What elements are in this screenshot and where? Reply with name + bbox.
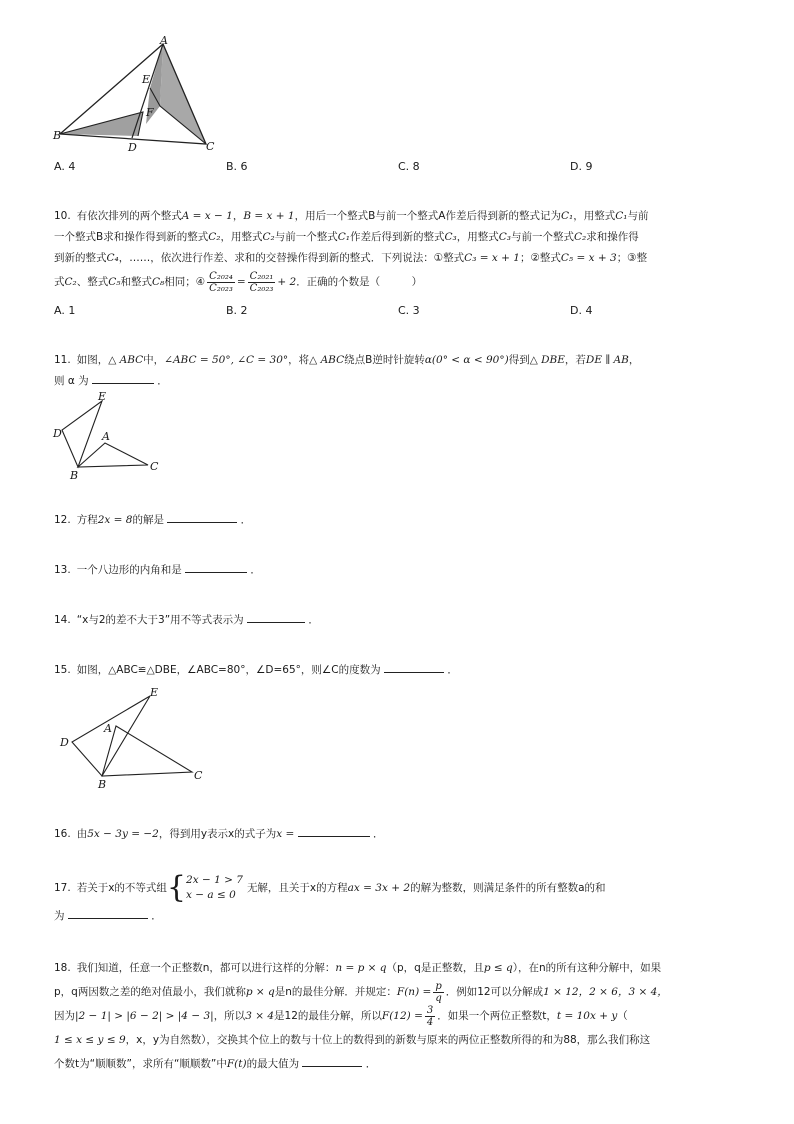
q11-text: 得到 [508,354,530,366]
q18-text: 的最大值为 [246,1058,300,1070]
question-12 [54,510,744,531]
q18-math: n = p × q [335,962,387,974]
q14-text: “x与2的差不大于3”用不等式表示为 [76,614,244,626]
q11-label-d: D [53,427,62,440]
q13-number: 13. [54,564,71,576]
q15-label-b: B [98,778,107,790]
q18-math: p ≤ q [483,962,513,974]
q18-line-3 [54,1004,744,1028]
q9-label-c: C [206,140,215,153]
q10-math: C₃ = x + 1 [464,252,520,264]
q11-line-1 [54,350,744,371]
q18-frac-q: q [435,992,442,1004]
q18-line-2 [54,980,744,1004]
q14-number: 14. [54,614,71,626]
q18-math: t = 10x + y [556,1010,618,1022]
q18-math: p × q [245,986,275,998]
q10-line-2 [54,227,744,248]
q18-fraction-pq [433,981,443,1004]
q18-text: 是12的最佳分解，所以 [274,1010,382,1022]
q17-text: 若关于x的不等式组 [76,882,167,894]
q18-math: 3 × 4 [245,1010,275,1022]
q18-text: ．如果一个两位正整数t， [437,1010,557,1022]
q16-math: 5x − 3y = −2 [87,828,159,840]
q10-line-1 [54,206,744,227]
q10-math: C₁ [337,231,350,243]
q10-text: 作差后得到新的整式 [349,231,445,243]
q15-end: ． [447,664,458,676]
q13-end: ． [250,564,261,576]
q11-label-e: E [98,392,107,403]
q15-triangle-abc [102,726,192,776]
q17-line-2 [54,906,744,927]
q10-math: C₂ [208,231,221,243]
q10-math: C₂ [573,231,587,243]
q18-line-1 [54,956,744,980]
q18-frac-p: p [435,980,442,992]
q13-text: 一个八边形的内角和是 [76,564,182,576]
q17-text: 为 [54,910,65,922]
q10-math: A = x − 1 [181,210,233,222]
q18-text: 我们知道，任意一个正整数n，都可以进行这样的分解： [76,962,336,974]
q11-label-c: C [150,460,159,473]
q9-figure [50,36,230,156]
q18-math: 1 ≤ x ≤ y ≤ 9 [54,1034,126,1046]
q10-math: C₅ [108,276,121,288]
q16-math: x = [276,828,295,840]
q18-math: F(12) = [381,1010,423,1022]
q10-number: 10. [54,210,71,222]
q17-system-row-2: x − a ≤ 0 [186,889,236,901]
q9-label-e: E [142,73,151,86]
q10-frac2-bottom: C₂₀₂₃ [249,282,274,294]
q11-text: 如图， [76,354,109,366]
q18-math: |2 − 1| > |6 − 2| > |4 − 3| [75,1010,214,1022]
q10-text: 相同；④ [164,276,206,288]
q16-text: 由 [76,828,88,840]
q10-option-a: A. 1 [54,304,76,317]
q15-number: 15. [54,664,71,676]
q11-text: ，若 [564,354,586,366]
q18-end: ． [365,1058,377,1070]
question-13 [54,560,744,581]
q11-math: DE ∥ AB [585,354,629,366]
q11-triangle-abc [78,443,148,467]
q17-text: 无解，且关于x的方程 [246,882,348,894]
q18-text: ，所以 [213,1010,246,1022]
q9-label-b: B [53,129,62,142]
q10-math: B = x + 1 [243,210,295,222]
q10-text: 有依次排列的两个整式 [76,210,182,222]
q11-math: α(0° < α < 90°) [424,354,509,366]
q11-label-a: A [102,430,110,443]
q17-end: ． [151,910,162,922]
q16-number: 16. [54,828,71,840]
q10-text: ；②整式 [519,252,561,264]
q12-text: 方程 [76,514,98,526]
q9-option-a: A. 4 [54,160,76,173]
q18-math: 1 × 12，2 × 6，3 × 4， [543,986,668,998]
q9-option-d: D. 9 [570,160,593,173]
q17-answer-blank[interactable] [68,906,148,919]
q9-label-a: A [160,36,168,47]
question-15 [54,660,744,681]
q10-frac1-bottom: C₂₀₂₃ [209,282,233,294]
q10-fraction-2 [248,271,276,294]
q18-text: 是n的最佳分解．并规定： [274,986,397,998]
q10-math: C₄ [106,252,119,264]
q18-math: F(n) = [396,986,432,998]
q11-number: 11. [54,354,71,366]
q10-text: ，用整式 [456,231,499,243]
q10-text: ， [232,210,244,222]
q10-text: 、整式 [76,276,109,288]
q11-triangle-dbe [62,401,102,467]
q12-end: ． [240,514,252,526]
question-10 [54,206,744,295]
q10-math: = [236,276,246,288]
q15-text: 如图，△ABC≌△DBE，∠ABC=80°，∠D=65°，则∠C的度数为 [76,664,381,676]
q18-frac-4: 4 [426,1016,434,1028]
q10-math: C₅ = x + 3 [560,252,617,264]
q11-text: 中， [143,354,165,366]
q11-text: 则 α 为 [54,375,89,387]
q10-math: + 2 [277,276,297,288]
q10-text: ，用整式 [573,210,616,222]
q18-frac-3: 3 [426,1004,434,1016]
q11-label-b: B [70,469,79,482]
q10-frac2-top: C₂₀₂₁ [249,270,274,282]
q10-option-d: D. 4 [570,304,593,317]
q11-text: ，将 [288,354,310,366]
q9-label-f: F [146,106,154,119]
q18-text: ），在n的所有这种分解中，如果 [512,962,662,974]
q11-answer-blank[interactable] [92,371,154,384]
q11-math: △ ABC [108,354,144,366]
q10-text: ，……，依次进行作差、求和的交替操作得到新的整式．下列说法：①整式 [118,252,465,264]
question-14 [54,610,744,631]
q12-math: 2x = 8 [97,514,133,526]
q9-option-c: C. 8 [398,160,420,173]
question-16 [54,824,744,845]
q10-text: ；③整 [616,252,648,264]
q9-option-b: B. 6 [226,160,248,173]
q15-label-e: E [150,686,159,699]
q10-option-b: B. 2 [226,304,248,317]
q15-triangle-dbe [72,696,150,776]
question-17 [54,870,744,927]
q13-answer-blank[interactable] [185,560,247,573]
q18-math: F(t) [226,1058,247,1070]
q11-line-2 [54,371,744,392]
q10-math: C₁ [561,210,574,222]
q10-text: 求和操作得 [586,231,639,243]
q11-math: △ ABC [309,354,345,366]
q18-number: 18. [54,962,71,974]
q18-line-5 [54,1052,744,1076]
q10-line-3 [54,248,744,269]
question-18 [54,956,744,1076]
q11-math: △ DBE [529,354,565,366]
q10-text: 式 [54,276,65,288]
q10-line-4 [54,269,744,295]
q10-text: 和整式 [120,276,152,288]
q18-text: （p，q是正整数，且 [386,962,484,974]
q10-math: C₈ [152,276,165,288]
q10-fraction-1 [207,271,235,294]
q11-end: ． [157,375,168,387]
q10-text: 与前一个整式 [274,231,338,243]
q10-text: ．正确的个数是（ ） [296,276,423,288]
q15-label-d: D [60,736,69,749]
q17-text: 的解为整数，则满足条件的所有整数a的和 [410,882,606,894]
question-11 [54,350,744,392]
q12-text: 的解是 [132,514,164,526]
q10-text: 到新的整式 [54,252,107,264]
q17-system-row-1: 2x − 1 > 7 [186,874,243,886]
q16-text: ，得到用y表示x的式子为 [158,828,277,840]
q10-math: C₂ [64,276,77,288]
q18-answer-blank[interactable] [302,1054,362,1067]
q17-math: ax = 3x + 2 [347,882,411,894]
q11-text: 绕点B逆时针旋转 [344,354,425,366]
q11-figure [50,392,170,484]
q15-figure [56,684,206,790]
q10-text: ，用整式 [220,231,263,243]
q18-text: p，q两因数之差的绝对值最小，我们就称 [54,986,246,998]
q10-math: C₂ [262,231,275,243]
q10-frac1-top: C₂₀₂₄ [209,270,233,282]
q15-label-c: C [194,769,203,782]
q10-math: C₃ [444,231,457,243]
q16-answer-blank[interactable] [298,824,370,837]
q14-end: ． [308,614,319,626]
q10-text: 与前 [627,210,649,222]
q11-math: ∠ABC = 50°, ∠C = 30° [164,354,289,366]
q10-text: 与前一个整式 [510,231,574,243]
q10-text: ，用后一个整式B与前一个整式A作差后得到新的整式记为 [294,210,561,222]
q10-math: C₁ [615,210,628,222]
q10-math: C₃ [498,231,511,243]
q18-text: （ [617,1010,628,1022]
q18-text: ，x，y为自然数），交换其个位上的数与十位上的数得到的新数与原来的两位正整数所得的和为88，那么我们称这 [125,1034,651,1046]
q18-text: 因为 [54,1010,75,1022]
q16-end: ． [373,828,384,840]
q18-fraction-34 [425,1005,435,1028]
q17-system [186,873,243,903]
q18-text: ．例如12可以分解成 [445,986,544,998]
q17-brace: { [166,870,187,905]
q15-answer-blank[interactable] [384,660,444,673]
q18-text: 个数t为“顺顺数”，求所有“顺顺数”中 [54,1058,227,1070]
q17-line-1 [54,870,744,906]
q14-answer-blank[interactable] [247,610,305,623]
q15-label-a: A [104,722,112,735]
q12-answer-blank[interactable] [167,510,237,523]
q11-text: ， [628,354,640,366]
q9-label-d: D [128,141,137,154]
q10-option-c: C. 3 [398,304,420,317]
q10-text: 一个整式B求和操作得到新的整式 [54,231,209,243]
q18-line-4 [54,1028,744,1052]
q12-number: 12. [54,514,71,526]
q17-number: 17. [54,882,71,894]
